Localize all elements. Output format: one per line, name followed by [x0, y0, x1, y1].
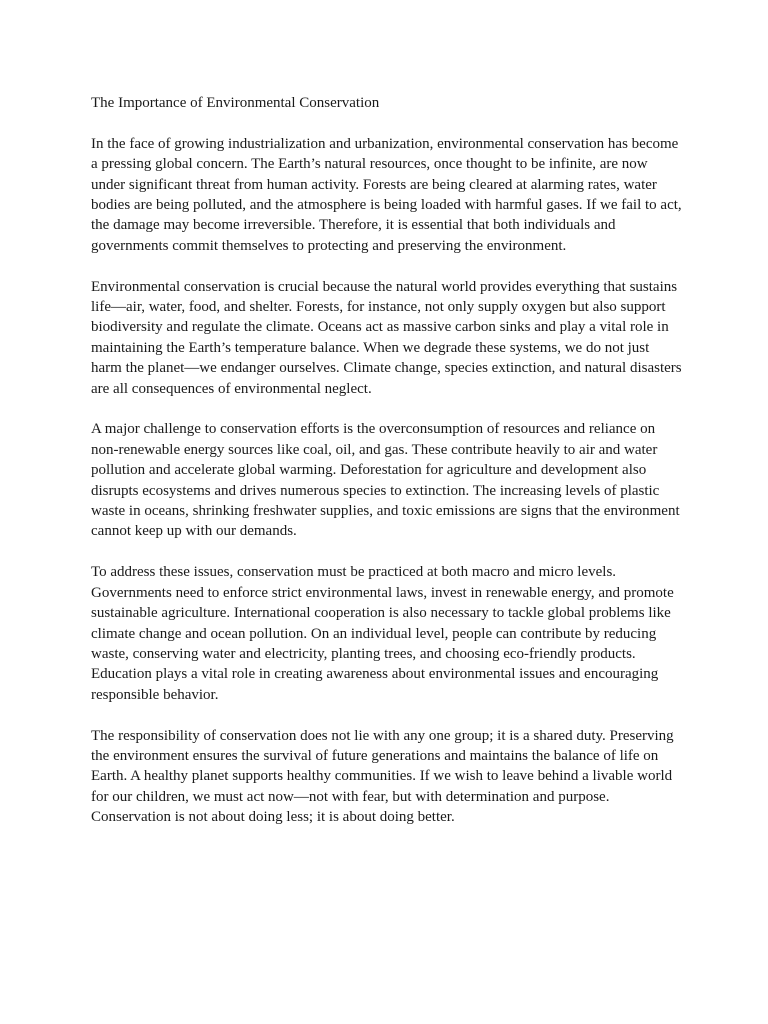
- paragraph-5: The responsibility of conservation does not lie with any one group; it is a shared duty. Preserving the environment ensures the survival of future generations and maintains the balance of life on Earth. A healthy planet supports healthy communities. If we wish to leave behind a livable world for our children, we must act now—not with fear, but with determination and purpose. Conservation is not about doing less; it is about doing better.: [91, 727, 674, 826]
- paragraph-3: A major challenge to conservation efforts is the overconsumption of resources and reliance on non-renewable energy sources like coal, oil, and gas. These contribute heavily to air and water pollution and accelerate global warming. Deforestation for agriculture and development also disrupts ecosystems and drives numerous species to extinction. The increasing levels of plastic waste in oceans, shrinking freshwater supplies, and toxic emissions are signs that the environment cannot keep up with our demands.: [91, 421, 680, 540]
- paragraph-1: In the face of growing industrialization and urbanization, environmental conservation has become a pressing global concern. The Earth’s natural resources, once thought to be infinite, are now under significant threat from human activity. Forests are being cleared at alarming rates, water bodies are being polluted, and the atmosphere is being loaded with harmful gases. If we fail to act, the damage may become irreversible. Therefore, it is essential that both individuals and governments commit themselves to protecting and preserving the environment.: [91, 135, 682, 254]
- paragraph-4: To address these issues, conservation must be practiced at both macro and micro levels. Governments need to enforce strict environmental laws, invest in renewable energy, and promote sustainable agriculture. International cooperation is also necessary to tackle global problems like climate change and ocean pollution. On an individual level, people can contribute by reducing waste, conserving water and electricity, planting trees, and choosing eco-friendly products. Education plays a vital role in creating awareness about environmental issues and encouraging responsible behavior.: [91, 564, 674, 703]
- document-body: [91, 93, 683, 848]
- document-title: The Importance of Environmental Conservation: [91, 95, 380, 111]
- paragraph-2: Environmental conservation is crucial because the natural world provides everything that sustains life—air, water, food, and shelter. Forests, for instance, not only supply oxygen but also support biodiversity and regulate the climate. Oceans act as massive carbon sinks and play a vital role in maintaining the Earth’s temperature balance. When we degrade these systems, we do not just harm the planet—we endanger ourselves. Climate change, species extinction, and natural disasters are all consequences of environmental neglect.: [91, 278, 682, 397]
